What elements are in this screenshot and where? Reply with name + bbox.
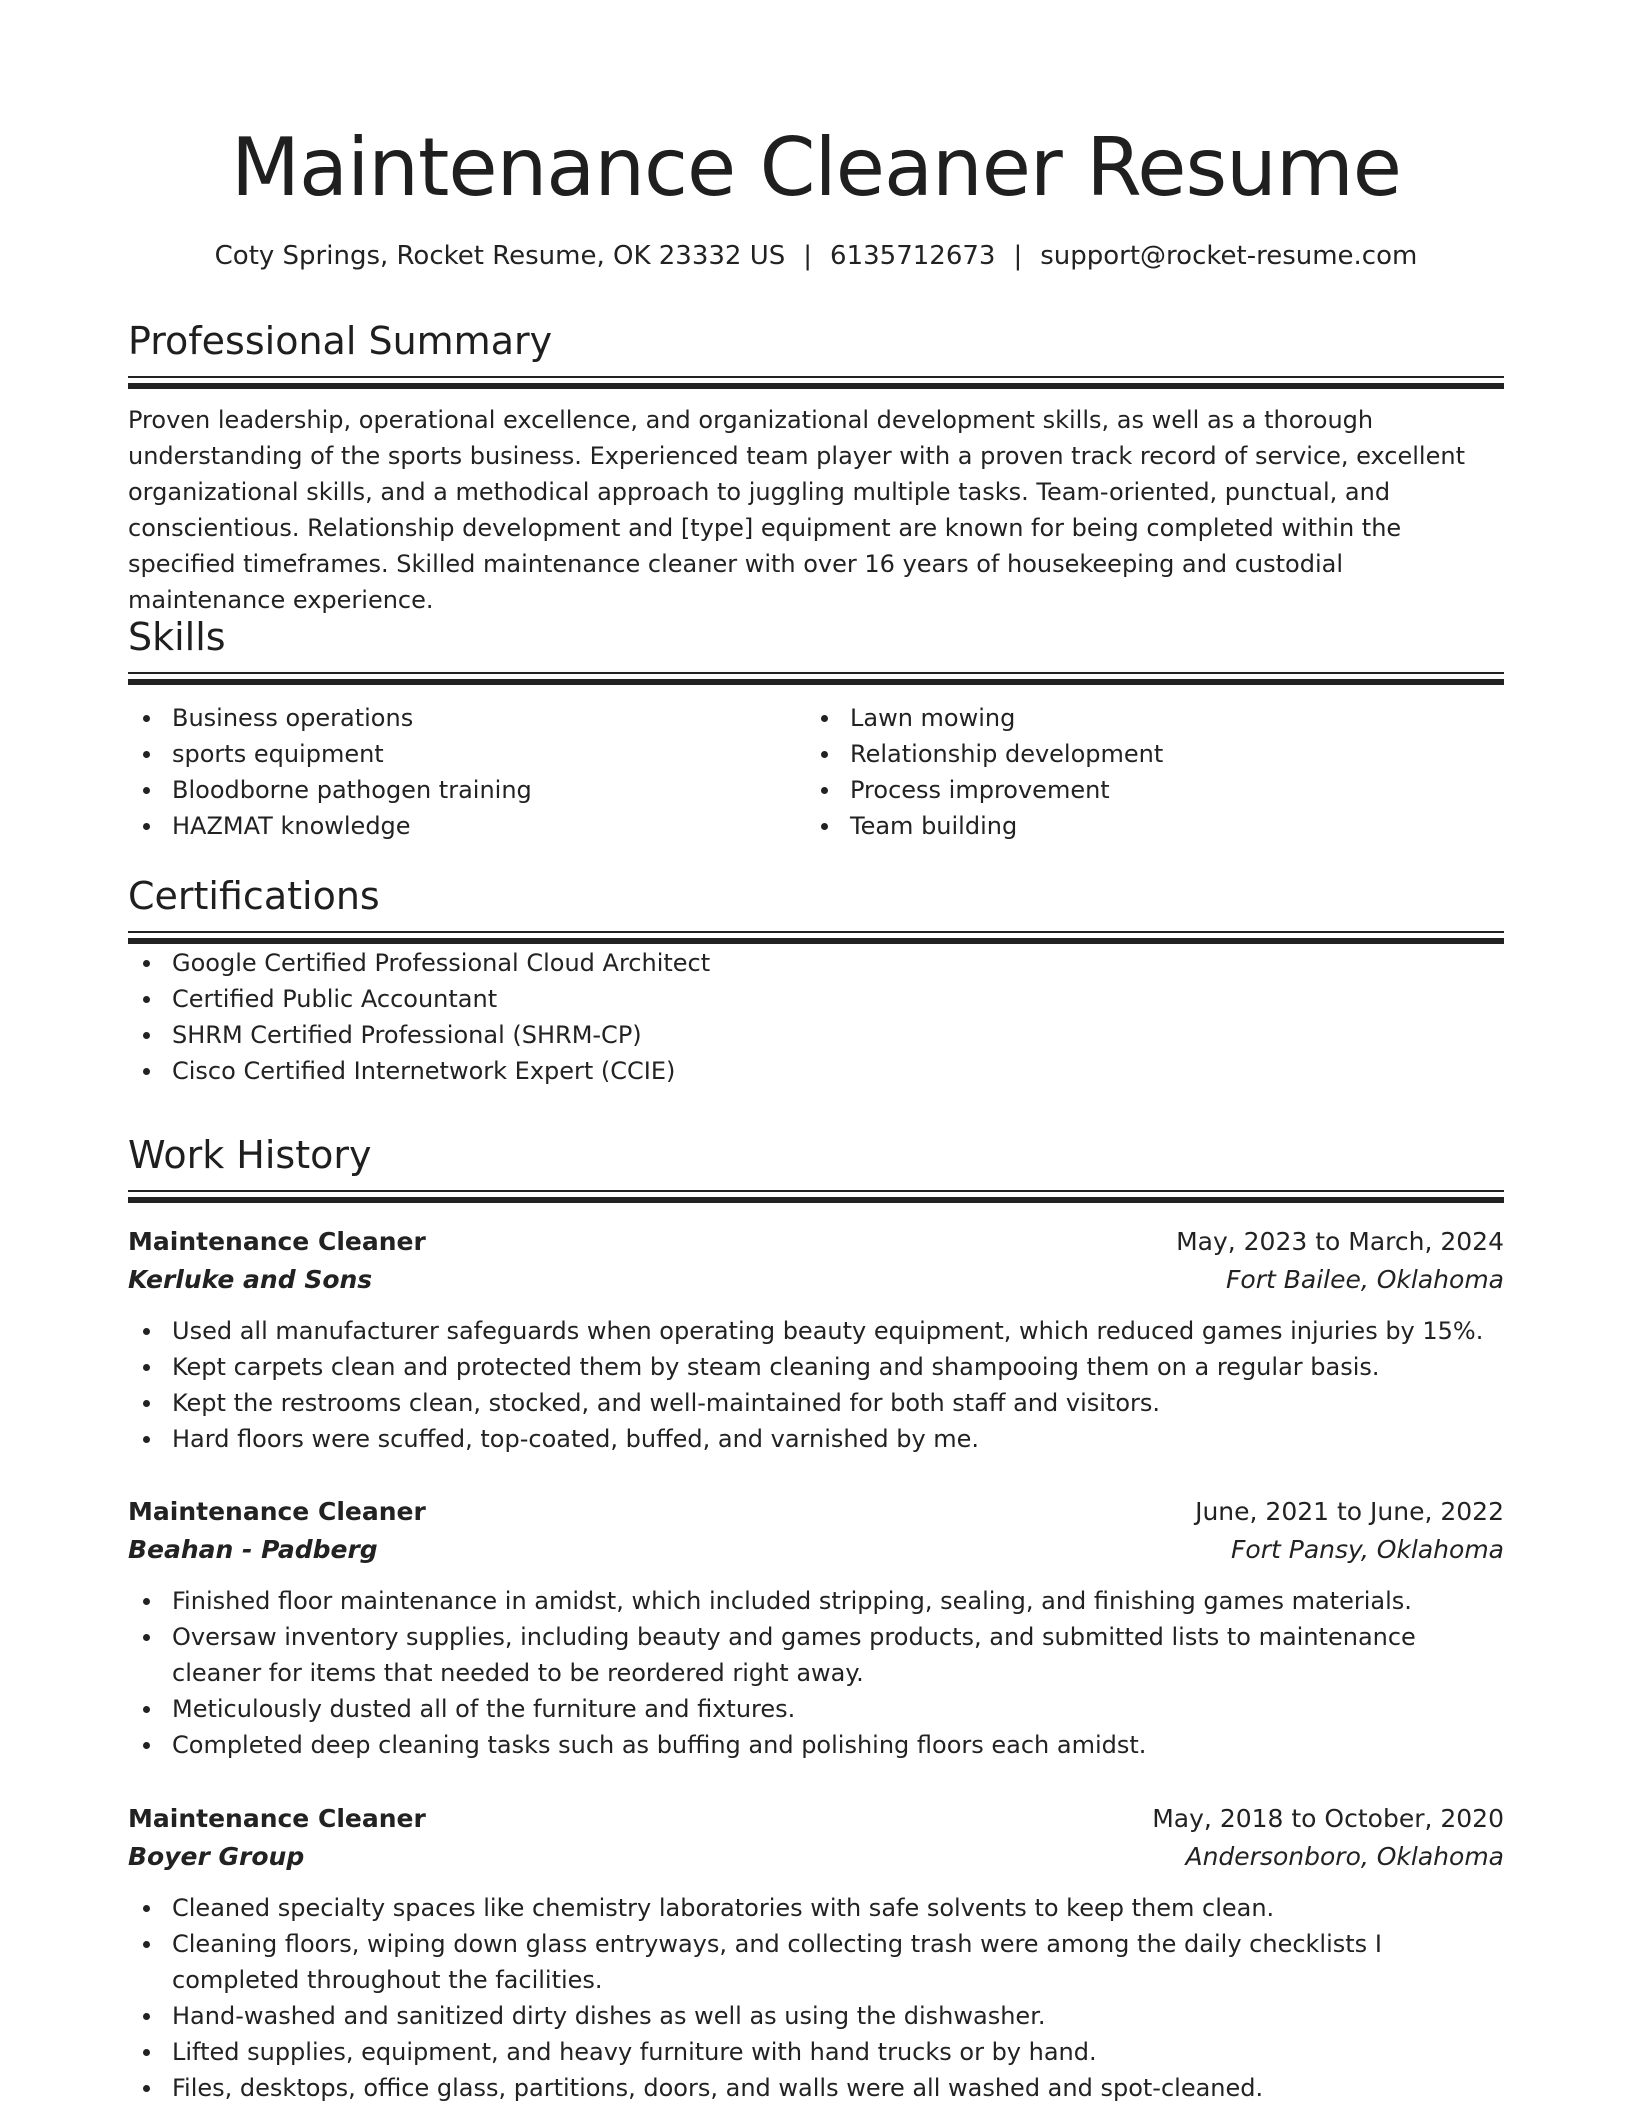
- section-divider: [128, 931, 1504, 945]
- job-dates: May, 2018 to October, 2020: [1152, 1804, 1504, 1833]
- list-item: Certified Public Accountant: [128, 981, 1504, 1017]
- job-company: Beahan - Padberg: [128, 1535, 378, 1564]
- contact-line: [128, 238, 1504, 274]
- certifications-list: [128, 945, 1504, 1089]
- work-history-section: [128, 1130, 1504, 1204]
- list-item: Hard floors were scuffed, top-coated, buffed, and varnished by me.: [128, 1421, 1504, 1457]
- job-title: Maintenance Cleaner: [128, 1804, 426, 1833]
- skills-list-left: [128, 700, 806, 844]
- contact-separator: |: [803, 241, 813, 271]
- list-item: Kept the restrooms clean, stocked, and well-maintained for both staff and visitors.: [128, 1385, 1504, 1421]
- job-duties-list: [128, 1313, 1504, 1457]
- job-company: Boyer Group: [128, 1842, 305, 1871]
- job-entry: [128, 1800, 1504, 2106]
- list-item: sports equipment: [128, 736, 806, 772]
- section-heading-summary: Professional Summary: [128, 319, 553, 363]
- list-item: Bloodborne pathogen training: [128, 772, 806, 808]
- list-item: Business operations: [128, 700, 806, 736]
- certifications-section: [128, 871, 1504, 1089]
- list-item: Process improvement: [806, 772, 1484, 808]
- contact-email: support@rocket-resume.com: [1040, 241, 1418, 271]
- contact-address: Coty Springs, Rocket Resume, OK 23332 US: [214, 241, 786, 271]
- summary-text: Proven leadership, operational excellence, and organizational development skills, as well as a thorough understanding of the sports business. Experienced team player with a proven track record of service, excellent organizational skills, and a methodical approach to juggling multiple tasks. Team-oriented, punctual, and conscientious. Relationship development and [type] equipment are known for being completed within the specified timeframes. Skilled maintenance cleaner with over 16 years of housekeeping and custodial maintenance experience.: [128, 406, 1465, 614]
- list-item: SHRM Certified Professional (SHRM-CP): [128, 1017, 1504, 1053]
- list-item: Finished floor maintenance in amidst, which included stripping, sealing, and finishing games materials.: [128, 1583, 1504, 1619]
- skills-list-right: [806, 700, 1484, 844]
- section-heading-skills: Skills: [128, 615, 226, 659]
- job-subheader-row: [128, 1531, 1504, 1569]
- section-heading-certifications: Certifications: [128, 874, 380, 918]
- job-entry: [128, 1223, 1504, 1457]
- summary-section: [128, 316, 1504, 618]
- list-item: Cisco Certified Internetwork Expert (CCIE): [128, 1053, 1504, 1089]
- job-location: Andersonboro, Oklahoma: [1185, 1842, 1504, 1871]
- list-item: HAZMAT knowledge: [128, 808, 806, 844]
- job-subheader-row: [128, 1838, 1504, 1876]
- list-item: Team building: [806, 808, 1484, 844]
- contact-separator: |: [1013, 241, 1023, 271]
- section-divider: [128, 376, 1504, 390]
- job-header-row: [128, 1223, 1504, 1261]
- list-item: Kept carpets clean and protected them by steam cleaning and shampooing them on a regular basis.: [128, 1349, 1504, 1385]
- list-item: Lifted supplies, equipment, and heavy furniture with hand trucks or by hand.: [128, 2034, 1504, 2070]
- list-item: Cleaned specialty spaces like chemistry laboratories with safe solvents to keep them clean.: [128, 1890, 1504, 1926]
- list-item: Cleaning floors, wiping down glass entryways, and collecting trash were among the daily checklists I completed throughout the facilities.: [128, 1926, 1504, 1998]
- job-dates: June, 2021 to June, 2022: [1195, 1497, 1504, 1526]
- job-subheader-row: [128, 1261, 1504, 1299]
- skills-section: [128, 612, 1504, 844]
- job-company: Kerluke and Sons: [128, 1265, 373, 1294]
- skills-grid: [128, 700, 1504, 844]
- job-location: Fort Bailee, Oklahoma: [1226, 1265, 1504, 1294]
- list-item: Hand-washed and sanitized dirty dishes as well as using the dishwasher.: [128, 1998, 1504, 2034]
- list-item: Completed deep cleaning tasks such as buffing and polishing floors each amidst.: [128, 1727, 1504, 1763]
- contact-phone: 6135712673: [830, 241, 996, 271]
- list-item: Relationship development: [806, 736, 1484, 772]
- job-duties-list: [128, 1583, 1504, 1763]
- list-item: Meticulously dusted all of the furniture and fixtures.: [128, 1691, 1504, 1727]
- job-duties-list: [128, 1890, 1504, 2106]
- list-item: Lawn mowing: [806, 700, 1484, 736]
- job-header-row: [128, 1800, 1504, 1838]
- section-heading-work-history: Work History: [128, 1133, 372, 1177]
- job-title: Maintenance Cleaner: [128, 1497, 426, 1526]
- job-dates: May, 2023 to March, 2024: [1176, 1227, 1504, 1256]
- job-entry: [128, 1493, 1504, 1763]
- job-location: Fort Pansy, Oklahoma: [1231, 1535, 1504, 1564]
- job-header-row: [128, 1493, 1504, 1531]
- job-title: Maintenance Cleaner: [128, 1227, 426, 1256]
- section-divider: [128, 1190, 1504, 1204]
- list-item: Google Certified Professional Cloud Architect: [128, 945, 1504, 981]
- list-item: Oversaw inventory supplies, including beauty and games products, and submitted lists to maintenance cleaner for items that needed to be reordered right away.: [128, 1619, 1504, 1691]
- list-item: Files, desktops, office glass, partitions, doors, and walls were all washed and spot-cleaned.: [128, 2070, 1504, 2106]
- resume-title: Maintenance Cleaner Resume: [231, 121, 1401, 214]
- section-divider: [128, 672, 1504, 686]
- list-item: Used all manufacturer safeguards when operating beauty equipment, which reduced games injuries by 15%.: [128, 1313, 1504, 1349]
